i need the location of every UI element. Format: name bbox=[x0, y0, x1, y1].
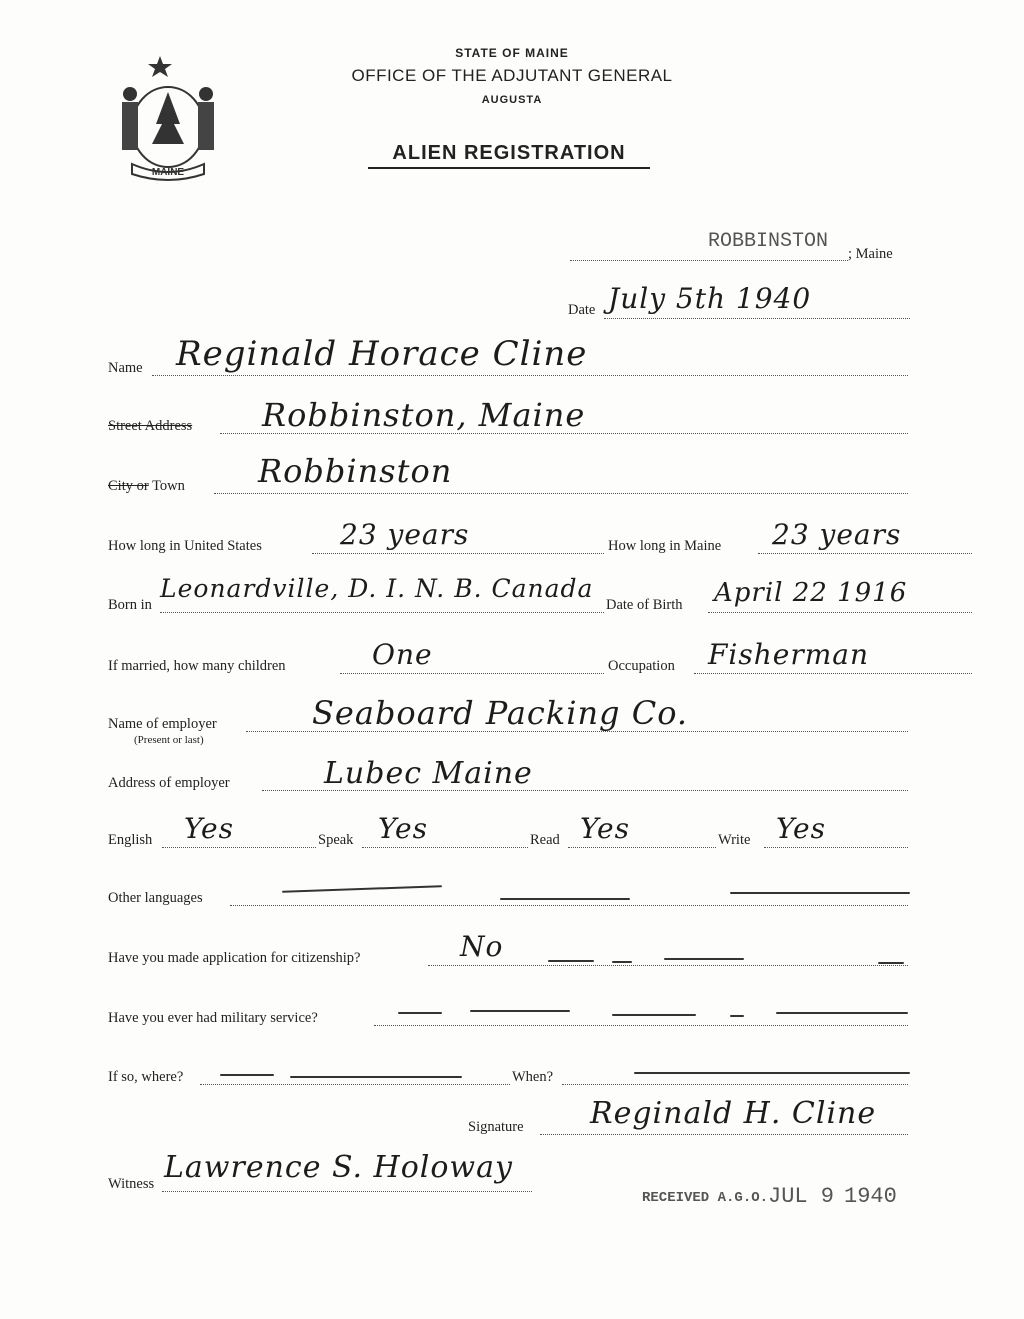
english-label: English bbox=[108, 832, 153, 848]
write-label: Write bbox=[718, 832, 751, 848]
where-label: If so, where? bbox=[108, 1069, 184, 1085]
maine-years-label: How long in Maine bbox=[608, 538, 722, 554]
date-dotted-line bbox=[604, 318, 910, 319]
town-label-struck: City or bbox=[108, 478, 149, 494]
military-dash bbox=[470, 1010, 570, 1012]
english-dotted-line bbox=[162, 847, 316, 848]
employer-address-label: Address of employer bbox=[108, 775, 230, 791]
read-label: Read bbox=[530, 832, 560, 848]
children-label: If married, how many children bbox=[108, 658, 286, 674]
witness-dotted-line bbox=[162, 1191, 532, 1192]
seal-text: MAINE bbox=[151, 167, 185, 178]
date-value: July 5th 1940 bbox=[608, 282, 812, 315]
when-label: When? bbox=[512, 1069, 554, 1085]
received-stamp-date: JUL 9 bbox=[768, 1184, 835, 1209]
state-suffix: ; Maine bbox=[848, 246, 893, 262]
signature-label: Signature bbox=[468, 1119, 524, 1135]
form-title: ALIEN REGISTRATION bbox=[368, 142, 650, 169]
employer-address-value: Lubec Maine bbox=[324, 756, 533, 791]
header-state: STATE OF MAINE bbox=[455, 46, 569, 60]
dob-value: April 22 1916 bbox=[714, 578, 908, 608]
children-value: One bbox=[372, 638, 433, 671]
where-dotted-line bbox=[200, 1084, 510, 1085]
occupation-value: Fisherman bbox=[708, 638, 870, 671]
occupation-label: Occupation bbox=[608, 658, 675, 674]
header-city: AUGUSTA bbox=[481, 94, 543, 106]
received-stamp-year: 1940 bbox=[844, 1184, 897, 1209]
military-dash bbox=[398, 1012, 442, 1014]
speak-value: Yes bbox=[378, 812, 428, 845]
maine-years-value: 23 years bbox=[772, 518, 902, 551]
where-dash bbox=[290, 1076, 462, 1078]
town-value: Robbinston bbox=[258, 452, 453, 490]
occupation-dotted-line bbox=[694, 673, 972, 674]
street-value: Robbinston, Maine bbox=[262, 396, 586, 434]
town-label-text: Town bbox=[152, 478, 185, 494]
citizenship-dash bbox=[612, 961, 632, 963]
born-value: Leonardville, D. I. N. B. Canada bbox=[160, 574, 594, 603]
dob-label: Date of Birth bbox=[606, 597, 683, 613]
when-dash bbox=[634, 1072, 910, 1074]
received-stamp-prefix: RECEIVED A.G.O. bbox=[642, 1190, 769, 1206]
other-languages-dotted-line bbox=[230, 905, 908, 906]
citizenship-label: Have you made application for citizenship? bbox=[108, 950, 361, 966]
english-value: Yes bbox=[184, 812, 234, 845]
military-dash bbox=[776, 1012, 908, 1014]
town-label bbox=[108, 478, 185, 495]
employer-sublabel: (Present or last) bbox=[134, 734, 204, 746]
witness-label: Witness bbox=[108, 1176, 155, 1192]
town-dotted-line bbox=[570, 260, 848, 261]
dob-dotted-line bbox=[708, 612, 972, 613]
signature-value: Reginald H. Cline bbox=[590, 1096, 877, 1131]
us-years-dotted-line bbox=[312, 553, 604, 554]
write-dotted-line bbox=[764, 847, 908, 848]
maine-years-dotted-line bbox=[758, 553, 972, 554]
header-office: OFFICE OF THE ADJUTANT GENERAL bbox=[351, 66, 673, 85]
citizenship-dash bbox=[664, 958, 744, 960]
read-dotted-line bbox=[568, 847, 716, 848]
other-languages-label: Other languages bbox=[108, 890, 203, 906]
date-label: Date bbox=[568, 302, 596, 318]
read-value: Yes bbox=[580, 812, 630, 845]
us-years-value: 23 years bbox=[340, 518, 470, 551]
name-dotted-line bbox=[152, 375, 908, 376]
name-label: Name bbox=[108, 360, 143, 376]
when-dotted-line bbox=[562, 1084, 908, 1085]
born-label: Born in bbox=[108, 597, 152, 613]
us-years-label: How long in United States bbox=[108, 538, 262, 554]
citizenship-value: No bbox=[460, 930, 504, 963]
signature-dotted-line bbox=[540, 1134, 908, 1135]
citizenship-dash bbox=[548, 960, 594, 962]
employer-value: Seaboard Packing Co. bbox=[312, 694, 689, 732]
military-dotted-line bbox=[374, 1025, 908, 1026]
other-languages-dash bbox=[282, 885, 442, 893]
street-label: Street Address bbox=[108, 418, 193, 434]
speak-dotted-line bbox=[362, 847, 528, 848]
where-dash bbox=[220, 1074, 274, 1076]
speak-label: Speak bbox=[318, 832, 354, 848]
citizenship-dash bbox=[878, 962, 904, 964]
other-languages-dash bbox=[500, 898, 630, 900]
name-value: Reginald Horace Cline bbox=[176, 334, 588, 374]
other-languages-dash bbox=[730, 892, 910, 894]
military-dash bbox=[730, 1015, 744, 1017]
witness-value: Lawrence S. Holoway bbox=[164, 1150, 513, 1185]
military-dash bbox=[612, 1014, 696, 1016]
write-value: Yes bbox=[776, 812, 826, 845]
military-label: Have you ever had military service? bbox=[108, 1010, 318, 1026]
born-dotted-line bbox=[160, 612, 604, 613]
children-dotted-line bbox=[340, 673, 604, 674]
citizenship-dotted-line bbox=[428, 965, 908, 966]
town-stamp: ROBBINSTON bbox=[708, 230, 829, 253]
employer-label: Name of employer bbox=[108, 716, 217, 732]
town-row-dotted-line bbox=[214, 493, 908, 494]
